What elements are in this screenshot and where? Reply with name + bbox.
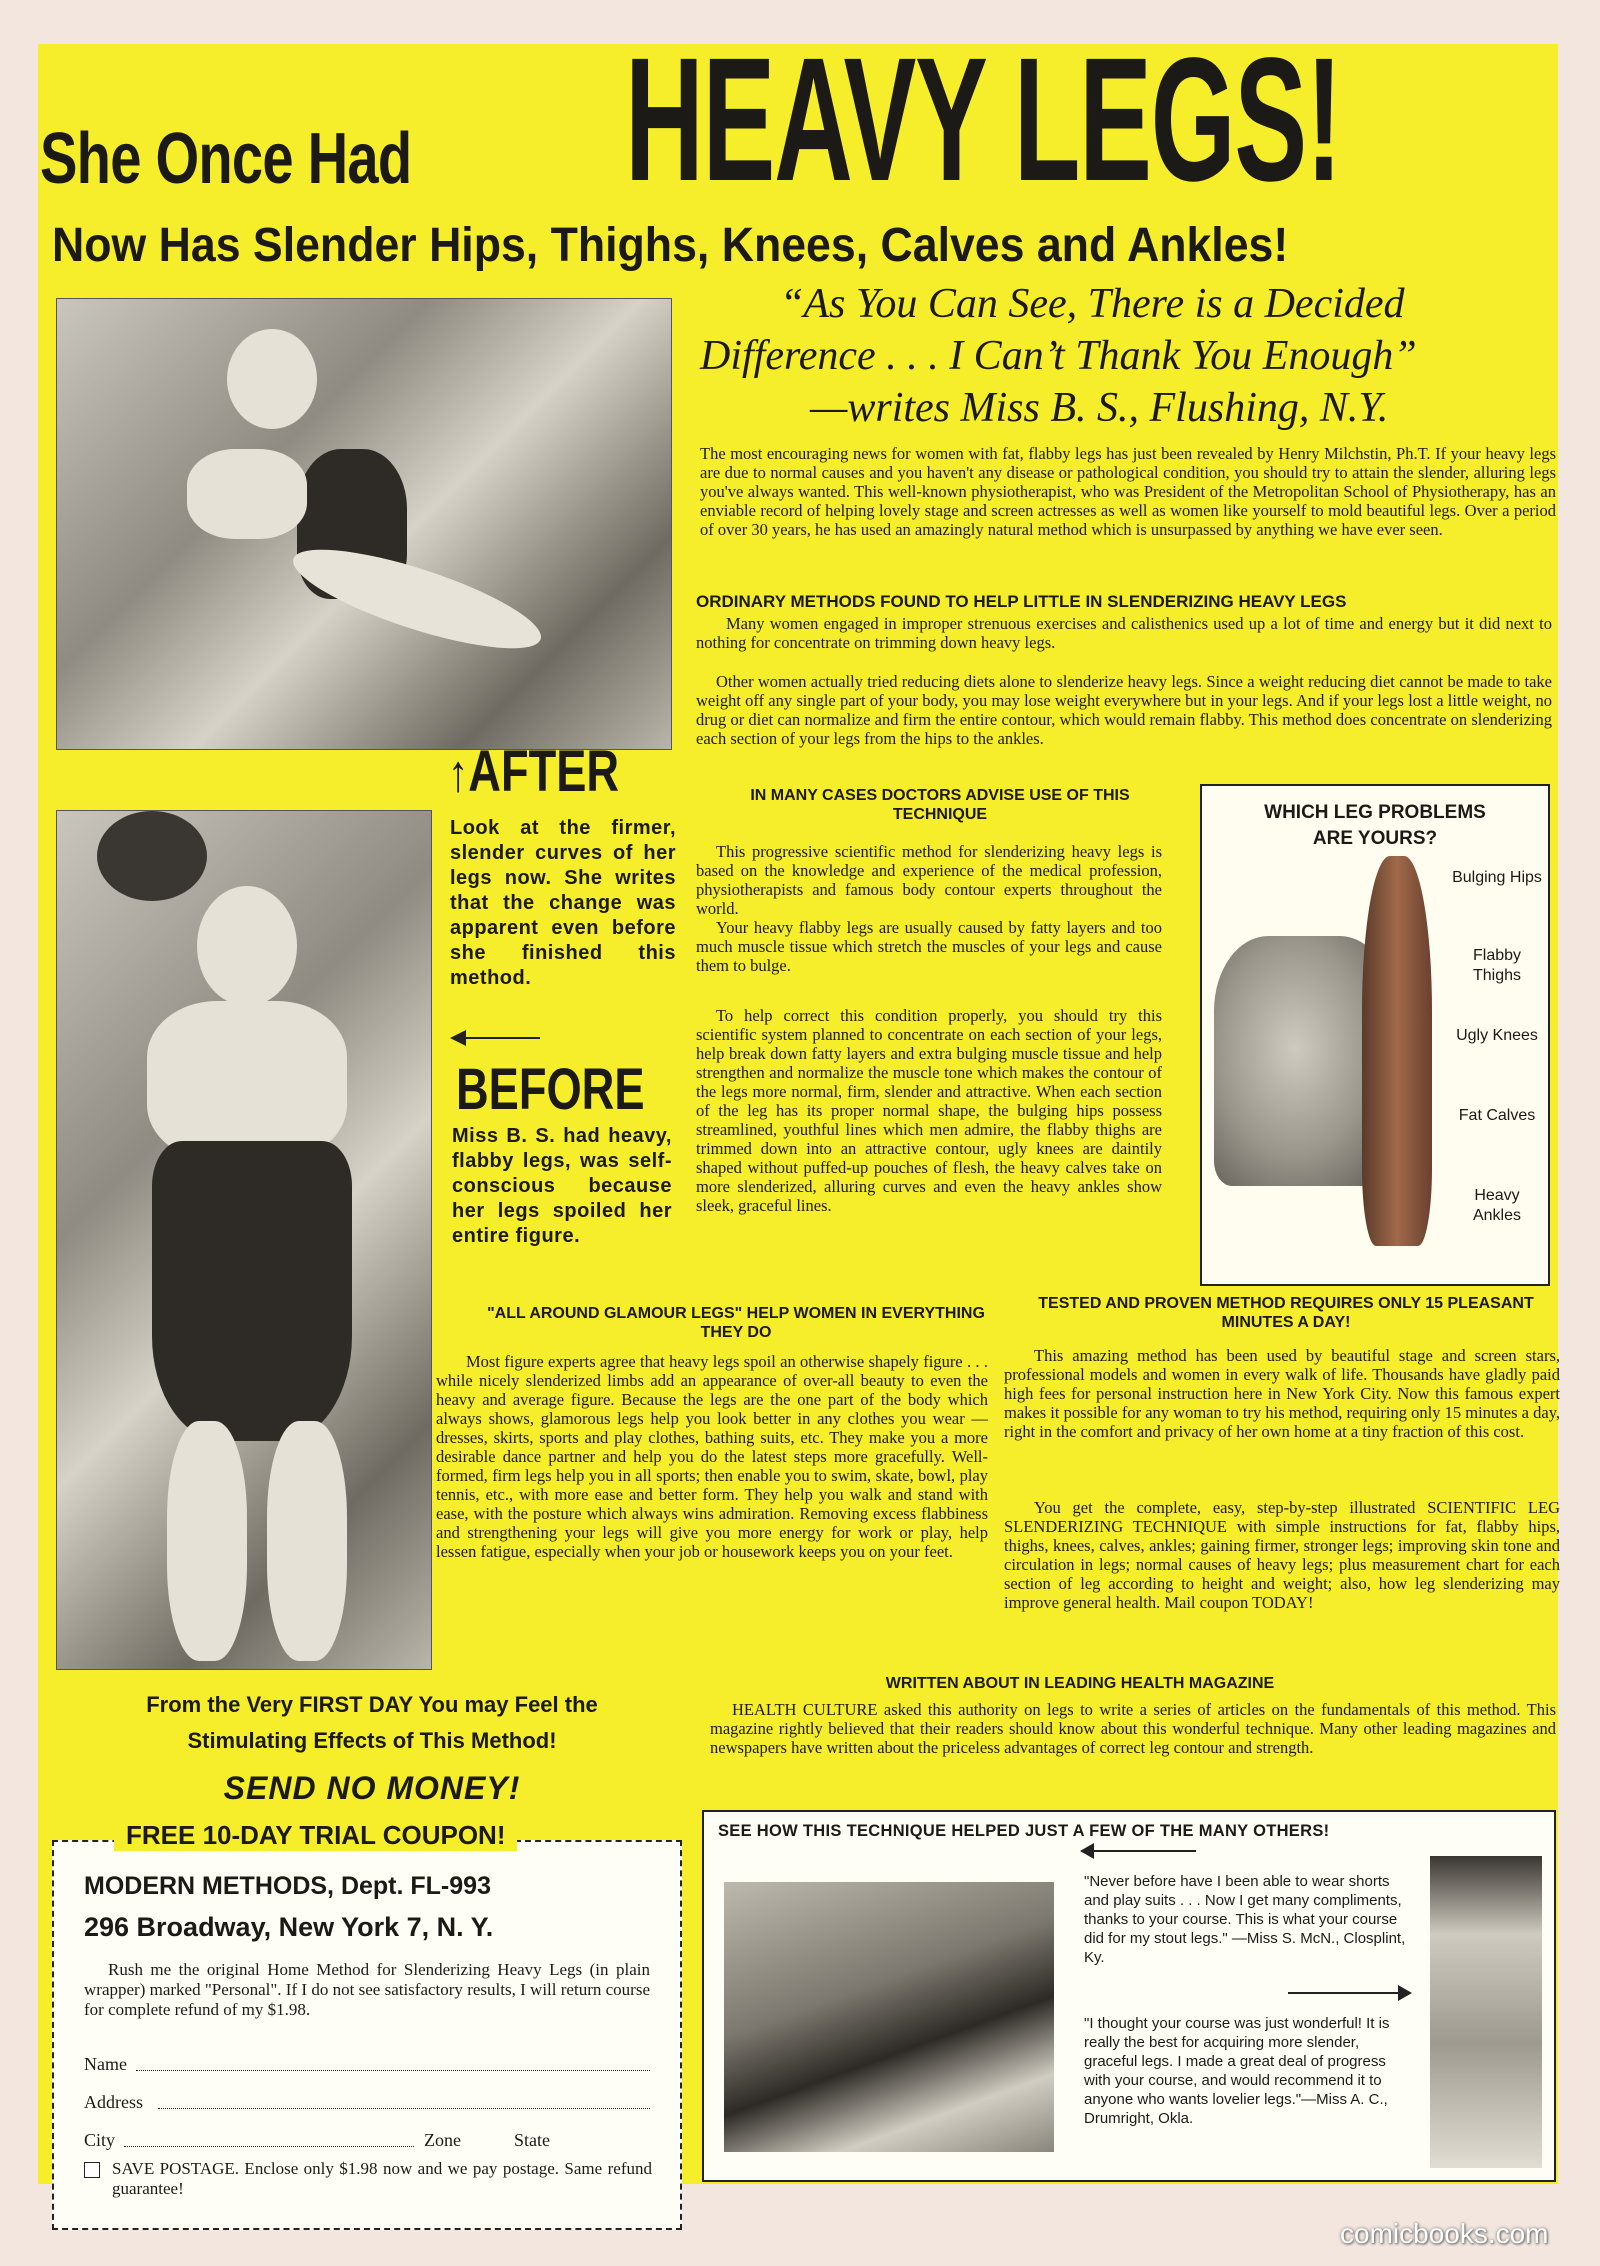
- subtitle: Now Has Slender Hips, Thighs, Knees, Calves and Ankles!: [52, 219, 1289, 272]
- section-doctors-p2: Your heavy flabby legs are usually caused by fatty layers and too much muscle tissue which stretch the muscles of your legs and cause them to bulge.: [696, 918, 1162, 975]
- leg-label-calves: Fat Calves: [1458, 1107, 1536, 1124]
- name-field[interactable]: [84, 2054, 650, 2075]
- leg-label-knees: Ugly Knees: [1456, 1027, 1538, 1044]
- others-right-arrow-icon: [1288, 1992, 1398, 1994]
- others-right-arrow-head: [1398, 1985, 1412, 2001]
- others-quote-1: "Never before have I been able to wear shorts and play suits . . . Now I get many compliments, thanks to your course. This is what your course did for my stout legs." —Miss S. McN., Closplint, Ky.: [1084, 1873, 1406, 1966]
- before-label: BEFORE: [456, 1057, 645, 1122]
- others-quote-2: "I thought your course was just wonderful! It is really the best for acquiring more slender, graceful legs. I made a great deal of progress with your course, and would recommend it to anyone who wants lovelier legs."—Miss A. C., Drumright, Okla.: [1084, 2015, 1390, 2127]
- zone-label: Zone: [424, 2130, 461, 2150]
- section-doctors-heading: IN MANY CASES DOCTORS ADVISE USE OF THIS TECHNIQUE: [750, 787, 1130, 823]
- leg-label-hips: Bulging Hips: [1452, 869, 1542, 886]
- main-title: HEAVY LEGS!: [625, 22, 1341, 218]
- city-line: [124, 2146, 414, 2147]
- save-postage-checkbox[interactable]: [84, 2162, 100, 2178]
- after-label: [448, 738, 619, 805]
- section-ordinary-heading: ORDINARY METHODS FOUND TO HELP LITTLE IN SLENDERIZING HEAVY LEGS: [696, 592, 1347, 611]
- save-postage-text: SAVE POSTAGE. Enclose only $1.98 now and we pay postage. Same refund guarantee!: [112, 2159, 652, 2198]
- after-photo: [56, 298, 672, 750]
- state-label: State: [514, 2130, 550, 2150]
- city-label: City: [84, 2130, 116, 2150]
- section-magazine-p1: HEALTH CULTURE asked this authority on legs to write a series of articles on the fundamentals of this method. This magazine rightly believed that their readers should know about this wonderful technique. Many other leading magazines and newspapers have written about the priceless advantages of correct leg contour and strength.: [710, 1700, 1556, 1757]
- section-doctors-p1: This progressive scientific method for slenderizing heavy legs is based on the knowledge and experience of the medical profession, physiotherapists and famous body contour experts throughout the world.: [696, 842, 1162, 918]
- leg-label-ankles: Heavy Ankles: [1472, 1187, 1522, 1224]
- before-text: Miss B. S. had heavy, flabby legs, was self-conscious because her legs spoiled her entire figure.: [452, 1125, 672, 1247]
- others-left-arrow-head: [1080, 1843, 1094, 1859]
- name-label: Name: [84, 2054, 127, 2074]
- leg-illustration: [1362, 856, 1432, 1246]
- section-ordinary-p2: Other women actually tried reducing diets alone to slenderize heavy legs. Since a weight reducing diet cannot be made to take weight off any single part of your body, you may lose weight everywhere but in your legs. And if your legs lost a little weight, no drug or diet can normalize and firm the entire contour, which would remain flabby. This method does concentrate on slenderizing each section of your legs from the hips to the ankles.: [696, 672, 1552, 748]
- intro-text: The most encouraging news for women with fat, flabby legs has just been revealed by Henry Milchstin, Ph.T. If your heavy legs are due to normal causes and you haven't any disease or pathological condition, you should try to attain the slender, alluring legs you've always wanted. This well-known physiotherapist, who was President of the Metropolitan School of Physiotherapy, has an enviable record of helping lovely stage and screen actresses as well as women like yourself to mold beautiful legs. Over a period of over 30 years, he has used an amazingly natural method which is unsurpassed by anything we have ever seen.: [700, 444, 1556, 539]
- reclining-photo: [724, 1882, 1054, 2152]
- send-no-money: SEND NO MONEY!: [223, 1770, 521, 1806]
- up-arrow-icon: ↑: [448, 745, 469, 803]
- after-text: Look at the firmer, slender curves of her legs now. She writes that the change was apparent even before she finished this method.: [450, 817, 676, 989]
- section-tested-p1: This amazing method has been used by beautiful stage and screen stars, professional models and women in every walk of life. Thousands have gladly paid high fees for personal instruction here in New York City. Now this famous expert makes it possible for any woman to try his method, requiring only 15 minutes a day, right in the comfort and privacy of her own home at a tiny fraction of this cost.: [1004, 1346, 1560, 1441]
- quote-line-3: —writes Miss B. S., Flushing, N.Y.: [810, 385, 1389, 431]
- after-label-text: AFTER: [468, 739, 620, 804]
- coupon-title: FREE 10-DAY TRIAL COUPON!: [114, 1820, 517, 1851]
- section-doctors-p3: To help correct this condition properly, you should try this scientific system planned to concentrate on each section of your legs, help break down fatty layers and extra bulging muscle tissue and help strengthen and normalize the muscle tone which makes the contour of the legs more normal, firm, slender and attractive. When each section of the leg has its proper normal shape, the bulging hips possess streamlined, youthful lines which men admire, the flabby thighs are trimmed down into an attractive contour, ugly knees are daintily shaped without puffed-up pouches of flesh, the heavy calves take on more slenderized, alluring curves and even the heavy ankles show sleek, graceful lines.: [696, 1006, 1162, 1215]
- trial-coupon: [52, 1820, 682, 2230]
- address-label: Address: [84, 2092, 143, 2112]
- promo-line-1: From the Very FIRST DAY You may Feel the: [146, 1692, 598, 1717]
- quote-line-2: Difference . . . I Can’t Thank You Enough”: [700, 333, 1417, 379]
- left-arrow-head: [450, 1030, 466, 1046]
- others-left-arrow-icon: [1086, 1850, 1196, 1852]
- others-title: SEE HOW THIS TECHNIQUE HELPED JUST A FEW OF THE MANY OTHERS!: [718, 1822, 1330, 1840]
- section-tested-heading: TESTED AND PROVEN METHOD REQUIRES ONLY 15 PLEASANT MINUTES A DAY!: [1038, 1295, 1534, 1331]
- others-testimonials: [702, 1810, 1556, 2182]
- address-line: [158, 2108, 650, 2109]
- coupon-company: MODERN METHODS, Dept. FL-993: [84, 1872, 491, 1900]
- address-field[interactable]: [84, 2092, 650, 2113]
- leg-label-thighs: Flabby Thighs: [1472, 947, 1522, 984]
- leg-box-title: WHICH LEG PROBLEMS ARE YOURS?: [1264, 802, 1486, 849]
- section-magazine-heading: WRITTEN ABOUT IN LEADING HEALTH MAGAZINE: [885, 1675, 1275, 1692]
- section-ordinary-p1: Many women engaged in improper strenuous exercises and calisthenics used up a lot of time and energy but it did next to nothing for concentrate on trimming down heavy legs.: [696, 614, 1552, 652]
- pre-title: She Once Had: [40, 119, 412, 199]
- standing-photo: [1430, 1856, 1542, 2168]
- testimonial-quote: [700, 278, 1500, 434]
- city-field[interactable]: [84, 2130, 650, 2151]
- promo-line-2: Stimulating Effects of This Method!: [187, 1728, 557, 1753]
- name-line: [136, 2070, 650, 2071]
- coupon-address: 296 Broadway, New York 7, N. Y.: [84, 1912, 494, 1942]
- before-photo: [56, 810, 432, 1670]
- section-glamour-heading: "ALL AROUND GLAMOUR LEGS" HELP WOMEN IN EVERYTHING THEY DO: [487, 1305, 985, 1341]
- section-glamour-p1: Most figure experts agree that heavy legs spoil an otherwise shapely figure . . . while nicely slenderized limbs add an appearance of over-all beauty to even the heavy and average figure. Because the legs are the one part of the body which always shows, glamorous legs help you look better in any clothes you wear — dresses, skirts, sports and play clothes, bathing suits, etc. They make you a more desirable dance partner and help you do the latest steps more gracefully. Well-formed, firm legs help you in all sports; then enable you to swim, skate, bowl, play tennis, etc., with more ease and better form. They help you walk and stand with ease, with the posture which always wins admiration. Removing excess flabbiness and strengthening your legs will give you more energy for work or play, help lessen fatigue, especially when your job or housework keeps you on your feet.: [436, 1352, 988, 1561]
- section-tested-p2: You get the complete, easy, step-by-step illustrated SCIENTIFIC LEG SLENDERIZING TECHNIQUE with simple instructions for fat, flabby hips, thighs, knees, calves, ankles; gaining firmer, stronger legs; improving skin tone and circulation in legs; normal causes of heavy legs; plus measurement chart for each section of leg according to height and weight; also, how leg slenderizing may improve general health. Mail coupon TODAY!: [1004, 1498, 1560, 1612]
- leg-problems-box: [1200, 784, 1550, 1286]
- quote-line-1: “As You Can See, There is a Decided: [780, 281, 1405, 327]
- watermark: comicbooks.com: [1340, 2218, 1549, 2249]
- coupon-text: Rush me the original Home Method for Slenderizing Heavy Legs (in plain wrapper) marked "Personal". If I do not see satisfactory results, I will return course for complete refund of my $1.98.: [84, 1960, 650, 2019]
